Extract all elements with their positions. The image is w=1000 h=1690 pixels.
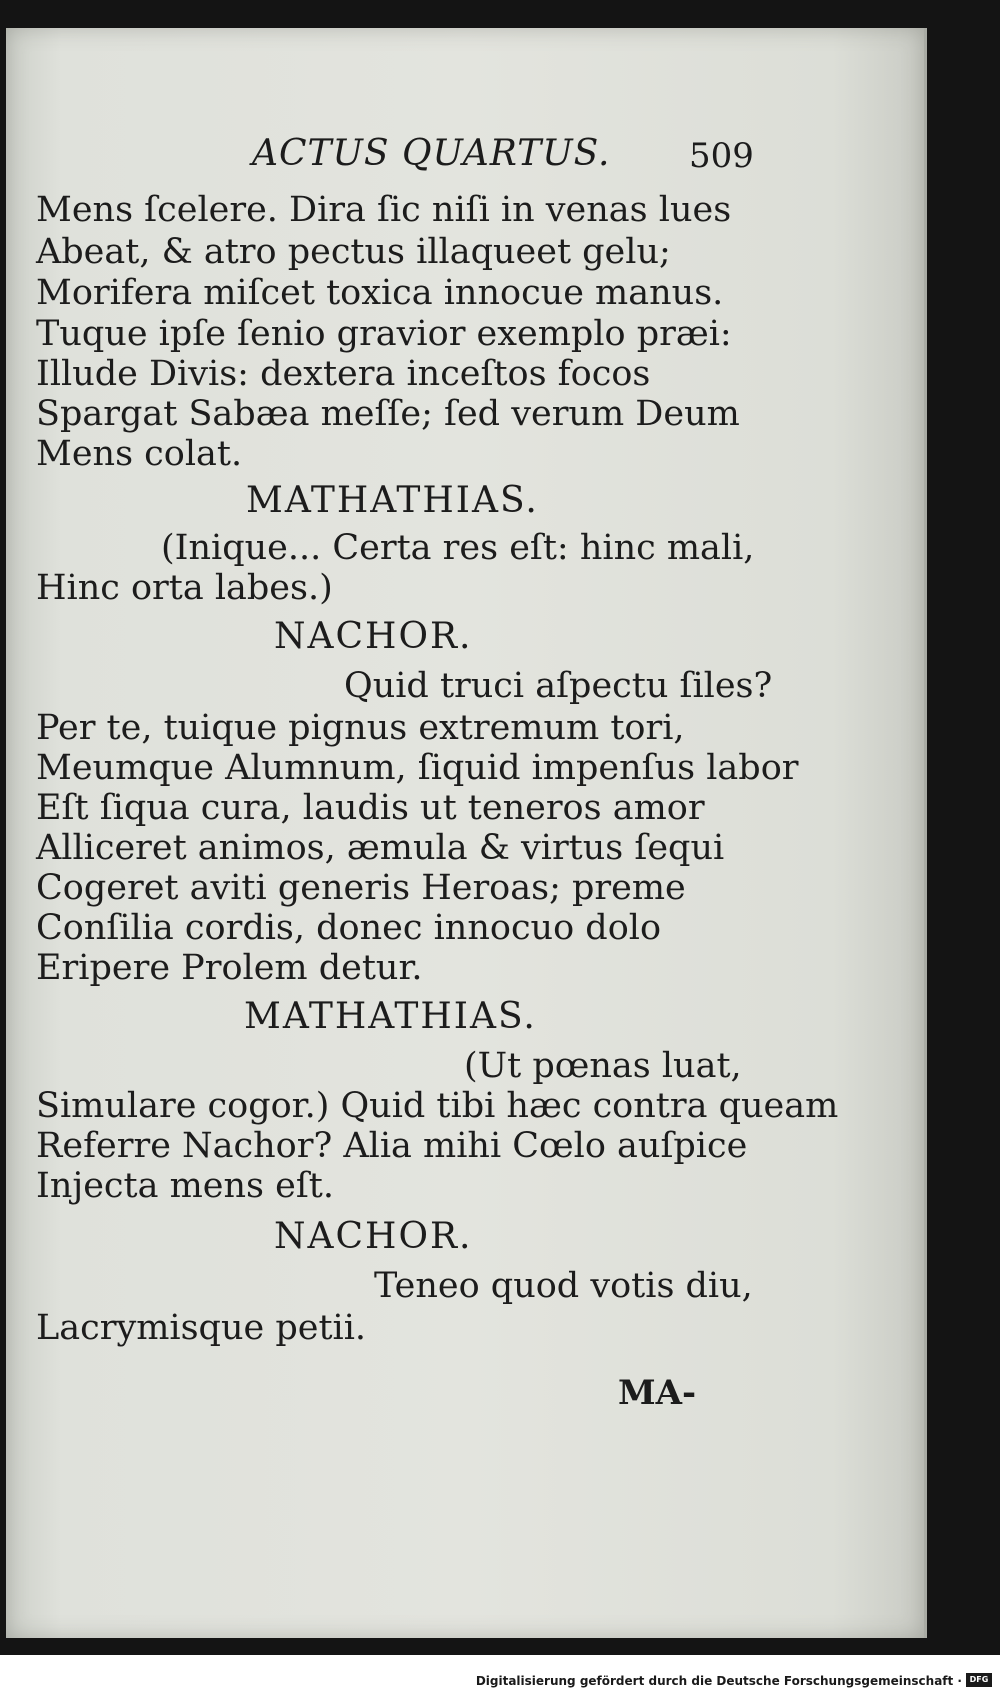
speaker-heading: MATHATHIAS.	[246, 480, 539, 521]
text-line: Tuque ipſe ſenio gravior exemplo præi:	[36, 314, 732, 354]
text-line: Lacrymisque petii.	[36, 1308, 367, 1348]
text-line: Per te, tuique pignus extremum tori,	[36, 708, 685, 748]
digitization-footer	[0, 1655, 1000, 1690]
text-line: Mens ſcelere. Dira ſic niſi in venas lues	[36, 190, 732, 230]
text-line: Teneo quod votis diu,	[374, 1266, 753, 1306]
text-line: Eripere Prolem detur.	[36, 948, 423, 988]
text-line: Abeat, & atro pectus illaqueet gelu;	[36, 232, 671, 272]
text-line: Alliceret animos, æmula & virtus ſequi	[36, 828, 725, 868]
text-line: Injecta mens eſt.	[36, 1166, 334, 1206]
page-number: 509	[689, 136, 754, 176]
text-line: Mens colat.	[36, 434, 243, 474]
text-line: (Inique... Certa res eſt: hinc mali,	[161, 528, 755, 568]
speaker-heading: NACHOR.	[274, 616, 473, 657]
dfg-logo: DFG	[966, 1673, 992, 1687]
text-line: Referre Nachor? Alia mihi Cœlo auſpice	[36, 1126, 748, 1166]
text-line: Conſilia cordis, donec innocuo dolo	[36, 908, 662, 948]
text-line: Cogeret aviti generis Heroas; preme	[36, 868, 686, 908]
text-line: Eſt ſiqua cura, laudis ut teneros amor	[36, 788, 705, 828]
speaker-heading: MATHATHIAS.	[244, 996, 537, 1037]
running-title: ACTUS QUARTUS.	[252, 133, 611, 174]
funding-credit: Digitalisierung gefördert durch die Deutsche Forschungsgemeinschaft ·	[475, 1674, 962, 1688]
text-line: Hinc orta labes.)	[36, 568, 333, 608]
catchword: MA-	[618, 1373, 697, 1413]
text-line: Illude Divis: dextera inceſtos focos	[36, 354, 651, 394]
text-line: Simulare cogor.) Quid tibi hæc contra queam	[36, 1086, 839, 1126]
text-line: Meumque Alumnum, ſiquid impenſus labor	[36, 748, 799, 788]
text-line: Quid truci aſpectu ſiles?	[344, 666, 773, 706]
text-line: Morifera miſcet toxica innocue manus.	[36, 273, 724, 313]
text-line: (Ut pœnas luat,	[464, 1046, 742, 1086]
text-line: Spargat Sabæa meſſe; ſed verum Deum	[36, 394, 740, 434]
book-page	[6, 28, 927, 1638]
speaker-heading: NACHOR.	[274, 1216, 473, 1257]
